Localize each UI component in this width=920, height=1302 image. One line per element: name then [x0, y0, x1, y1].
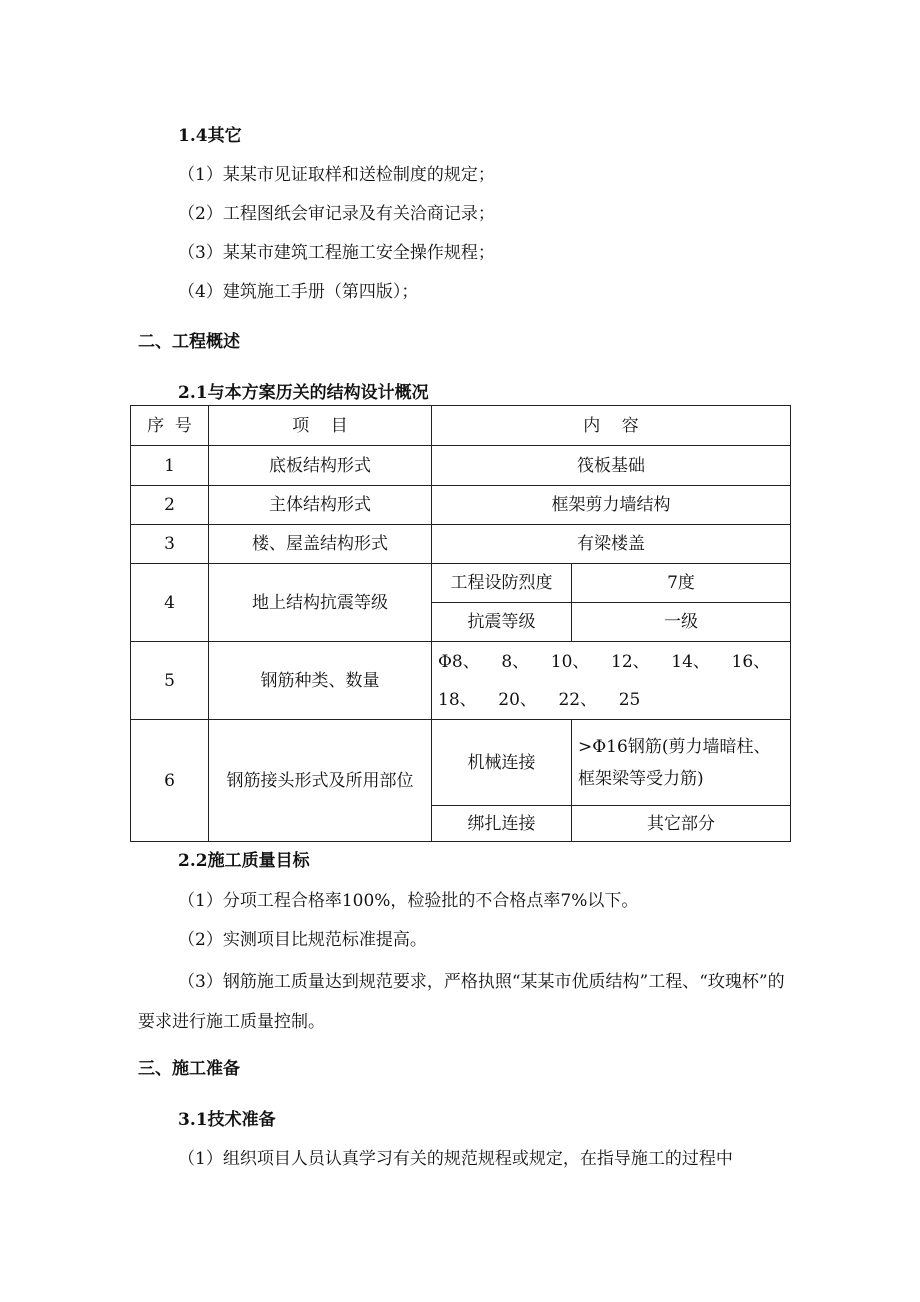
row-content: 筏板基础	[432, 446, 791, 486]
section-3-1-title: 3.1技术准备	[178, 1110, 276, 1130]
list-item: （2）工程图纸会审记录及有关洽商记录；	[178, 204, 495, 224]
row-content: 有梁楼盖	[432, 525, 791, 564]
table-row	[131, 720, 791, 806]
mechanical-joint-line-1: >Φ16钢筋(剪力墙暗柱、	[578, 736, 771, 757]
row-no: 5	[131, 642, 209, 720]
table-row	[131, 564, 791, 603]
row-content: 框架剪力墙结构	[432, 486, 791, 525]
structure-design-table	[130, 405, 791, 842]
list-item: （1）某某市见证取样和送检制度的规定；	[178, 165, 495, 185]
sub-label: 绑扎连接	[432, 806, 572, 842]
row-item: 地上结构抗震等级	[209, 564, 432, 642]
rebar-sizes-line-2: 18、 20、 22、 25	[438, 689, 641, 710]
table-row	[131, 486, 791, 525]
table-row	[131, 446, 791, 486]
list-item: （1）组织项目人员认真学习有关的规范规程或规定，在指导施工的过程中	[178, 1149, 733, 1169]
row-no: 6	[131, 720, 209, 842]
row-no: 4	[131, 564, 209, 642]
section-2-2-title: 2.2施工质量目标	[178, 851, 310, 871]
header-no: 序 号	[131, 406, 209, 446]
section-1-4-title: 1.4其它	[178, 126, 242, 146]
header-item: 项 目	[209, 406, 432, 446]
section-3-title: 三、施工准备	[138, 1059, 240, 1079]
row-item: 钢筋种类、数量	[209, 642, 432, 720]
table-header-row	[131, 406, 791, 446]
sub-label: 抗震等级	[432, 603, 572, 642]
row-content	[432, 642, 791, 720]
list-item: （2）实测项目比规范标准提高。	[178, 930, 427, 950]
table-row	[131, 642, 791, 720]
row-item: 底板结构形式	[209, 446, 432, 486]
sub-value: 其它部分	[572, 806, 791, 842]
section-2-title: 二、工程概述	[138, 332, 240, 352]
table-row	[131, 525, 791, 564]
sub-label: 机械连接	[432, 720, 572, 806]
row-item: 主体结构形式	[209, 486, 432, 525]
list-item: （3）某某市建筑工程施工安全操作规程；	[178, 243, 495, 263]
list-item: （1）分项工程合格率100%，检验批的不合格点率7%以下。	[178, 891, 639, 911]
row-no: 2	[131, 486, 209, 525]
row-item: 钢筋接头形式及所用部位	[209, 720, 432, 842]
row-no: 3	[131, 525, 209, 564]
list-item: （3）钢筋施工质量达到规范要求，严格执照“某某市优质结构”工程、“玫瑰杯”的要求进行施工质量控制。	[138, 972, 785, 1032]
list-item: （4）建筑施工手册（第四版）；	[178, 282, 419, 302]
sub-value: 一级	[572, 603, 791, 642]
sub-label: 工程设防烈度	[432, 564, 572, 603]
row-no: 1	[131, 446, 209, 486]
section-2-1-title: 2.1与本方案历关的结构设计概况	[178, 383, 429, 403]
rebar-sizes-line-1: Φ8、 8、 10、 12、 14、 16、	[438, 651, 771, 672]
row-item: 楼、屋盖结构形式	[209, 525, 432, 564]
sub-value	[572, 720, 791, 806]
header-content: 内 容	[432, 406, 791, 446]
sub-value: 7度	[572, 564, 791, 603]
mechanical-joint-line-2: 框架梁等受力筋)	[578, 768, 704, 789]
